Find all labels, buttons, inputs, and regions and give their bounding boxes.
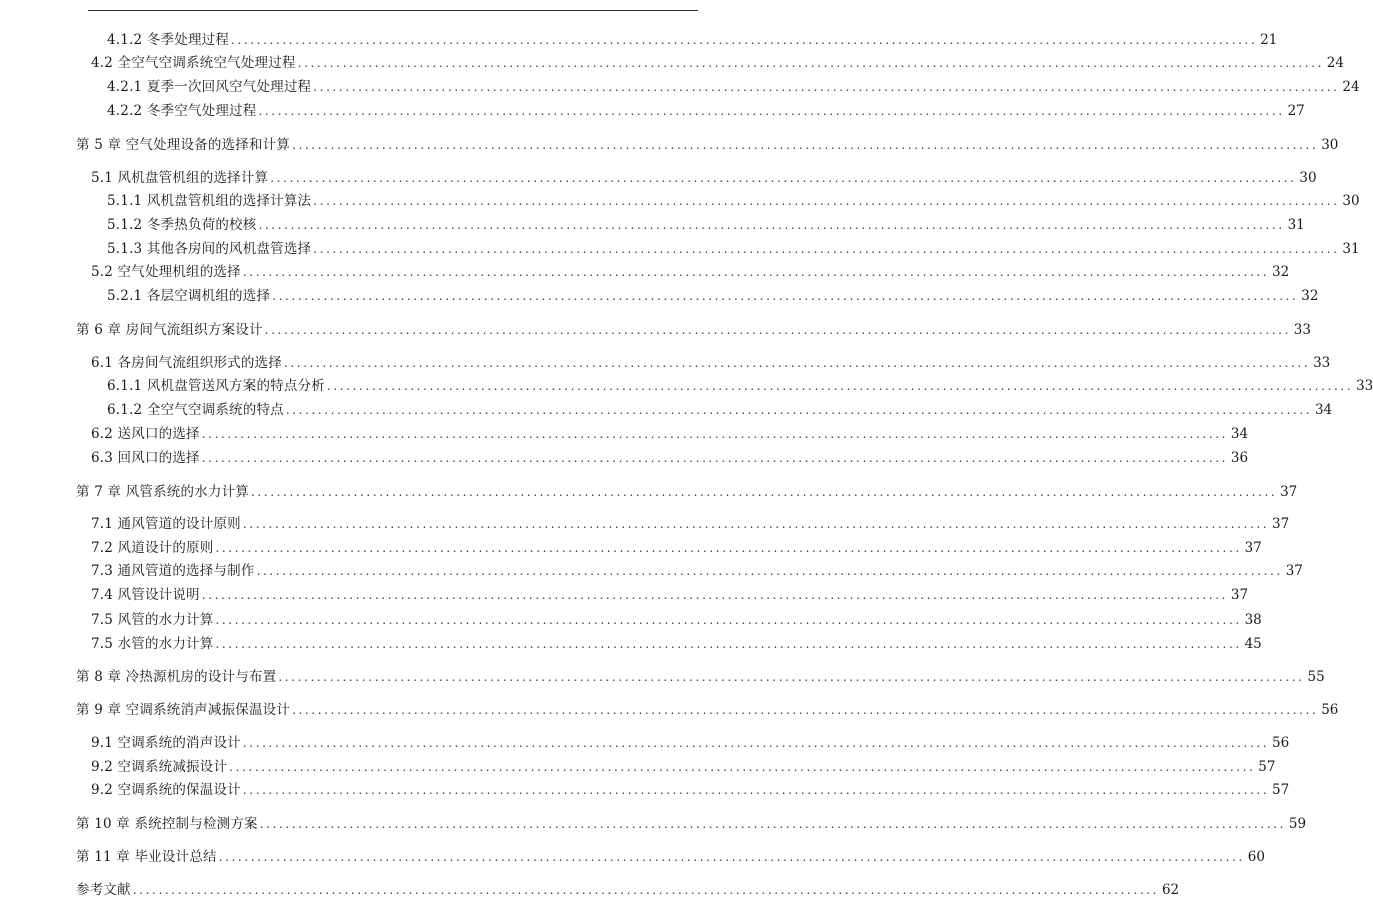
toc-entry-title: 7.5 水管的水力计算 [91,636,214,652]
dot-leader: ................................................................................................................................................................ [258,218,1285,232]
toc-entry-title: 4.1.2 冬季处理过程 [107,32,230,48]
toc-entry-page-number: 33 [1293,322,1311,338]
dot-leader: ................................................................................................................................................................ [231,33,1258,47]
dot-leader: ................................................................................................................................................................ [272,289,1299,303]
toc-entry-page-number: 32 [1272,264,1290,280]
toc-entry-title: 5.1 风机盘管机组的选择计算 [91,170,269,186]
toc-entry-page-number: 33 [1313,355,1331,371]
toc-entry[interactable] [91,734,1290,752]
toc-entry[interactable] [91,611,1262,629]
toc-entry-title: 5.1.2 冬季热负荷的校核 [107,217,257,233]
toc-entry-title: 9.1 空调系统的消声设计 [91,735,241,751]
toc-entry-page-number: 45 [1244,636,1262,652]
toc-entry[interactable] [76,136,1339,154]
toc-entry[interactable] [91,562,1303,580]
dot-leader: ................................................................................................................................................................ [292,138,1319,152]
dot-leader: ................................................................................................................................................................ [242,265,1270,279]
dot-leader: ................................................................................................................................................................ [285,403,1313,417]
toc-entry-page-number: 36 [1230,450,1249,466]
toc-entry[interactable] [91,515,1290,533]
toc-entry-title: 5.2 空气处理机组的选择 [91,264,241,280]
dot-leader: ................................................................................................................................................................ [297,56,1324,70]
toc-entry-page-number: 24 [1342,79,1360,95]
dot-leader: ................................................................................................................................................................ [326,379,1354,393]
toc-entry-title: 7.3 通风管道的选择与制作 [91,563,255,579]
toc-entry-title: 9.2 空调系统的保温设计 [91,782,241,798]
toc-entry[interactable] [91,758,1276,776]
toc-entry-page-number: 38 [1244,612,1262,628]
toc-entry[interactable] [76,848,1265,866]
toc-entry-page-number: 37 [1230,587,1249,603]
toc-entry[interactable] [107,401,1333,419]
toc-entry[interactable] [91,781,1290,799]
dot-leader: ................................................................................................................................................................ [215,613,1242,627]
toc-entry-title: 7.5 风管的水力计算 [91,612,214,628]
toc-entry-page-number: 31 [1342,241,1360,257]
toc-entry[interactable] [91,425,1249,443]
toc-entry-page-number: 57 [1258,759,1276,775]
dot-leader: ................................................................................................................................................................ [242,736,1270,750]
toc-entry-page-number: 57 [1272,782,1290,798]
toc-entry-title: 4.2.2 冬季空气处理过程 [107,103,257,119]
toc-entry[interactable] [91,263,1290,281]
toc-entry-title: 6.2 送风口的选择 [91,426,200,442]
dot-leader: ................................................................................................................................................................ [278,670,1305,684]
toc-entry[interactable] [91,354,1331,372]
toc-entry-page-number: 37 [1272,516,1290,532]
toc-entry-title: 第 8 章 冷热源机房的设计与布置 [76,669,277,685]
toc-entry[interactable] [107,31,1278,49]
toc-entry[interactable] [107,102,1305,120]
toc-entry[interactable] [76,321,1311,339]
toc-entry-page-number: 34 [1230,426,1249,442]
dot-leader: ................................................................................................................................................................ [264,323,1291,337]
toc-entry[interactable] [107,192,1360,210]
dot-leader: ................................................................................................................................................................ [258,104,1285,118]
toc-entry-title: 7.4 风管设计说明 [91,587,200,603]
toc-entry-page-number: 33 [1356,378,1373,394]
toc-entry-title: 参考文献 [76,882,131,898]
toc-entry[interactable] [76,881,1180,899]
toc-entry-title: 第 9 章 空调系统消声减振保温设计 [76,702,291,718]
toc-entry[interactable] [91,539,1262,557]
dot-leader: ................................................................................................................................................................ [256,564,1283,578]
toc-entry[interactable] [91,449,1249,467]
toc-entry-page-number: 60 [1247,849,1265,865]
toc-entry-title: 5.2.1 各层空调机组的选择 [107,288,271,304]
toc-entry-title: 6.1 各房间气流组织形式的选择 [91,355,282,371]
toc-entry-page-number: 55 [1307,669,1325,685]
dot-leader: ................................................................................................................................................................ [201,427,1229,441]
toc-entry[interactable] [107,377,1373,395]
toc-entry-page-number: 59 [1288,816,1307,832]
toc-entry-page-number: 56 [1272,735,1290,751]
toc-entry-page-number: 37 [1285,563,1303,579]
toc-entry-title: 7.1 通风管道的设计原则 [91,516,241,532]
dot-leader: ................................................................................................................................................................ [201,451,1229,465]
toc-entry-page-number: 32 [1301,288,1319,304]
toc-entry[interactable] [107,78,1360,96]
toc-entry[interactable] [76,668,1325,686]
dot-leader: ................................................................................................................................................................ [250,485,1278,499]
toc-entry-page-number: 30 [1321,137,1339,153]
toc-entry[interactable] [76,701,1339,719]
toc-entry-page-number: 34 [1314,402,1333,418]
toc-entry-title: 第 6 章 房间气流组织方案设计 [76,322,263,338]
toc-entry-title: 6.1.2 全空气空调系统的特点 [107,402,284,418]
toc-entry-page-number: 30 [1342,193,1360,209]
toc-entry-title: 4.2.1 夏季一次回风空气处理过程 [107,79,312,95]
toc-entry-page-number: 30 [1299,170,1317,186]
toc-entry-title: 第 5 章 空气处理设备的选择和计算 [76,137,291,153]
toc-entry-page-number: 37 [1280,484,1298,500]
toc-entry-page-number: 37 [1244,540,1262,556]
dot-leader: ................................................................................................................................................................ [292,703,1319,717]
toc-entry-page-number: 56 [1321,702,1339,718]
toc-entry-title: 4.2 全空气空调系统空气处理过程 [91,55,296,71]
dot-leader: ................................................................................................................................................................ [283,356,1311,370]
toc-entry[interactable] [76,815,1307,833]
dot-leader: ................................................................................................................................................................ [313,242,1340,256]
toc-entry-title: 7.2 风道设计的原则 [91,540,214,556]
toc-entry[interactable] [107,287,1319,305]
toc-entry-title: 5.1.1 风机盘管机组的选择计算法 [107,193,312,209]
dot-leader: ................................................................................................................................................................ [229,760,1256,774]
header-rule [88,10,698,11]
dot-leader: ................................................................................................................................................................ [215,541,1242,555]
toc-entry-title: 第 10 章 系统控制与检测方案 [76,816,258,832]
toc-entry-page-number: 21 [1260,32,1278,48]
toc-entry[interactable] [107,216,1305,234]
dot-leader: ................................................................................................................................................................ [270,171,1297,185]
toc-entry-title: 5.1.3 其他各房间的风机盘管选择 [107,241,312,257]
dot-leader: ................................................................................................................................................................ [201,588,1229,602]
toc-entry-title: 第 11 章 毕业设计总结 [76,849,217,865]
toc-entry[interactable] [76,483,1298,501]
toc-entry-page-number: 24 [1326,55,1344,71]
dot-leader: ................................................................................................................................................................ [218,850,1245,864]
dot-leader: ................................................................................................................................................................ [132,883,1160,897]
toc-entry-title: 9.2 空调系统减振设计 [91,759,228,775]
toc-entry[interactable] [91,54,1344,72]
toc-entry[interactable] [91,635,1262,653]
dot-leader: ................................................................................................................................................................ [242,783,1270,797]
toc-entry[interactable] [91,586,1249,604]
toc-entry-page-number: 31 [1287,217,1305,233]
toc-entry-page-number: 27 [1287,103,1305,119]
toc-entry-title: 6.1.1 风机盘管送风方案的特点分析 [107,378,325,394]
dot-leader: ................................................................................................................................................................ [215,637,1242,651]
dot-leader: ................................................................................................................................................................ [313,80,1340,94]
toc-entry-title: 第 7 章 风管系统的水力计算 [76,484,249,500]
dot-leader: ................................................................................................................................................................ [313,194,1340,208]
dot-leader: ................................................................................................................................................................ [259,817,1287,831]
dot-leader: ................................................................................................................................................................ [242,517,1270,531]
toc-entry[interactable] [107,240,1360,258]
toc-entry-title: 6.3 回风口的选择 [91,450,200,466]
toc-entry[interactable] [91,169,1317,187]
toc-entry-page-number: 62 [1161,882,1180,898]
